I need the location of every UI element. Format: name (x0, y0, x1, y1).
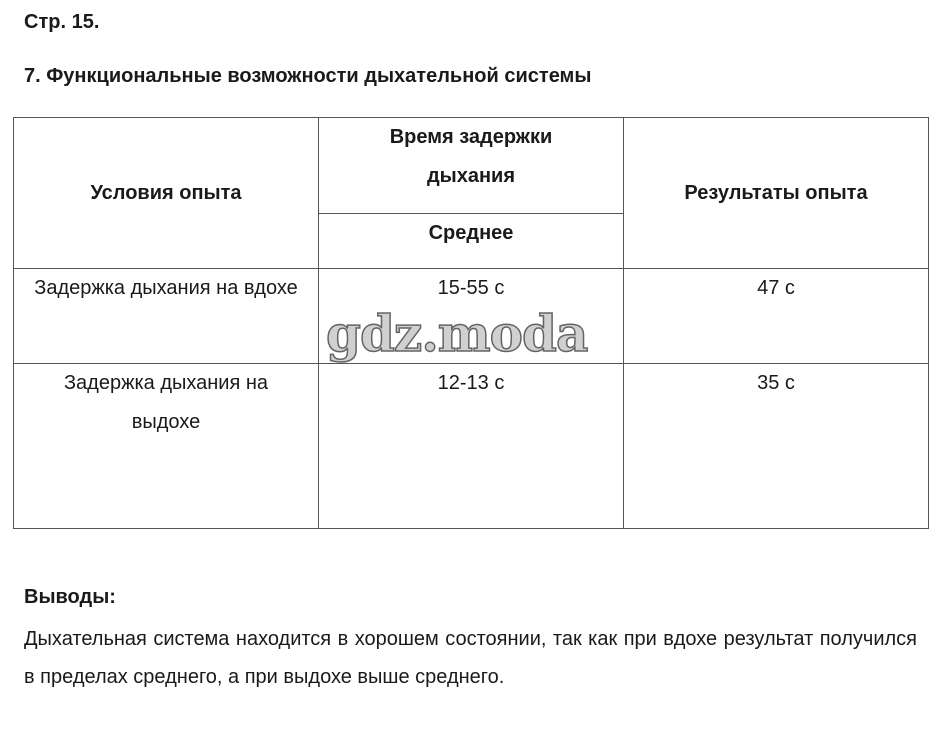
conclusions-text: Дыхательная система находится в хорошем состоянии, так как при вдохе результат получился в пределах среднего, а при выдохе выше среднего. (24, 628, 917, 688)
watermark-logo: gdz.moda (326, 304, 588, 363)
header-results: Результаты опыта (624, 118, 929, 269)
header-average: Среднее (319, 214, 624, 269)
header-hold-time: Время задержки дыхания (319, 118, 624, 214)
row-condition: Задержка дыхания на выдохе (14, 364, 319, 529)
row-condition: Задержка дыхания на вдохе (14, 269, 319, 364)
conclusions-heading: Выводы: (24, 586, 116, 608)
row-result: 35 с (624, 364, 929, 529)
header-conditions: Условия опыта (14, 118, 319, 269)
table-header-row (14, 118, 929, 214)
row-average: 12-13 с (319, 364, 624, 529)
page-number: Стр. 15. (24, 11, 100, 33)
table-row (14, 364, 929, 529)
row-average: 15-55 с (319, 269, 624, 364)
section-title: 7. Функциональные возможности дыхательной системы (24, 65, 592, 87)
row-result: 47 с (624, 269, 929, 364)
